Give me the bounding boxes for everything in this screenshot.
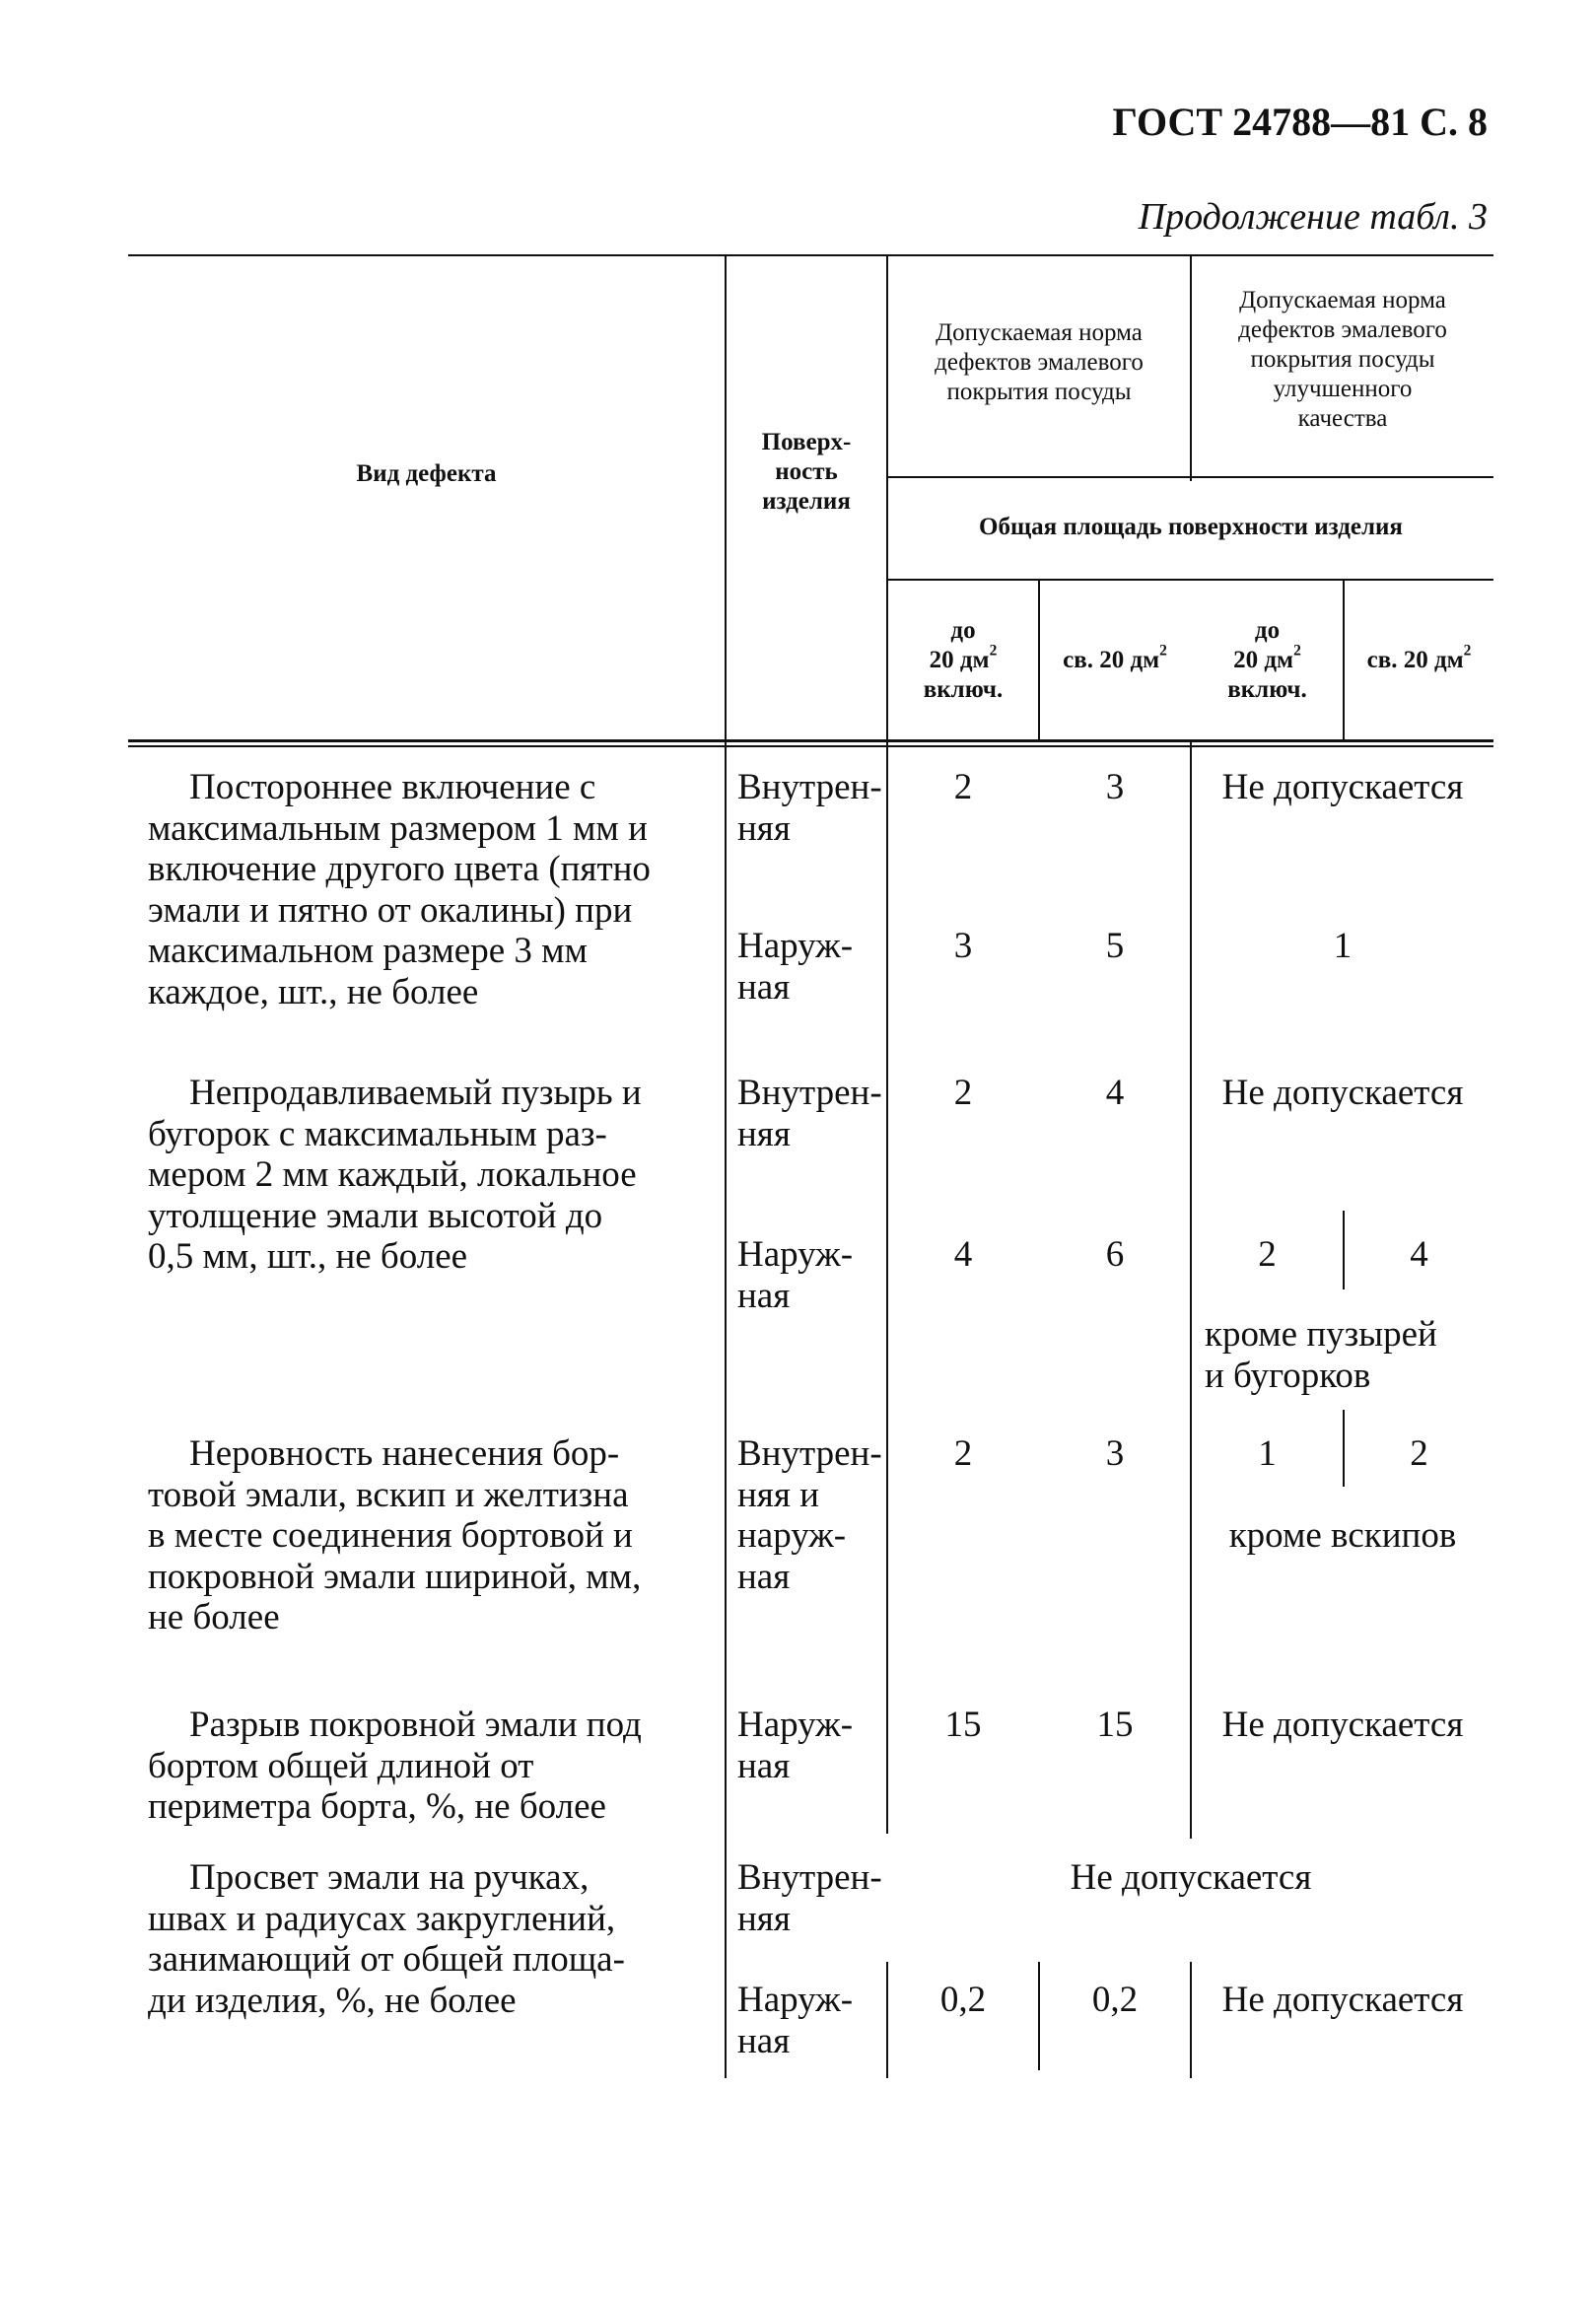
table-continuation-label: Продолжение табл. 3 bbox=[1138, 196, 1488, 238]
row4-surface: Наруж- ная bbox=[737, 1705, 854, 1786]
row2-outer-over20: 6 bbox=[1105, 1234, 1125, 1275]
row3-improved-over20: 2 bbox=[1410, 1433, 1428, 1474]
row2-outer-improved-over20: 4 bbox=[1410, 1234, 1428, 1275]
col-rule-1 bbox=[725, 254, 727, 2078]
subheader-upto-20-standard: до 20 $дм^2$ включ. bbox=[923, 617, 1004, 703]
header-defect-type: Вид дефекта bbox=[356, 460, 497, 487]
area-rule bbox=[887, 579, 1493, 581]
row2-inner-improved: Не допускается bbox=[1221, 1073, 1464, 1113]
row5-outer-improved: Не допускается bbox=[1221, 1980, 1464, 2020]
row5-outer-surface: Наруж- ная bbox=[737, 1980, 854, 2061]
document-title: ГОСТ 24788—81 С. 8 bbox=[1112, 100, 1488, 144]
subheader-over-20-improved: св. 20 $дм^2$ bbox=[1366, 642, 1472, 673]
row2-defect: Непродавливаемый пузырь и бугорок с максимальным раз- мером 2 мм каждый, локальное утолщение эмали высотой до 0,5 мм, шт., не более bbox=[148, 1073, 642, 1277]
row1-outer-upto20: 3 bbox=[953, 926, 973, 966]
row3-over20: 3 bbox=[1105, 1433, 1125, 1474]
row2-inner-upto20: 2 bbox=[953, 1073, 973, 1113]
header-improved-norm: Допускаемая норма дефектов эмалевого покрытия посуды улучшенного качества bbox=[1238, 287, 1447, 432]
row1-inner-improved: Не допускается bbox=[1221, 767, 1464, 807]
row2-outer-upto20: 4 bbox=[953, 1234, 973, 1275]
row1-inner-upto20: 2 bbox=[953, 767, 973, 807]
row1-defect: Постороннее включение с максимальным размером 1 мм и включение другого цвета (пятно эмали и пятно от окалины) при максимальном размере 3 мм каждое, шт., не более bbox=[148, 767, 651, 1012]
row3-defect: Неровность нанесения бор- товой эмали, вскип и желтизна в месте соединения бортовой и покровной эмали шириной, мм, не более bbox=[148, 1433, 642, 1637]
row2-note: кроме пузырей и бугорков bbox=[1205, 1314, 1437, 1396]
row3-note: кроме вскипов bbox=[1228, 1515, 1457, 1556]
row1-outer-over20: 5 bbox=[1105, 926, 1125, 966]
row2-outer-improved-upto20: 2 bbox=[1258, 1234, 1277, 1275]
header-total-area: Общая площадь поверхности изделия bbox=[979, 514, 1403, 540]
row5-outer-over20: 0,2 bbox=[1091, 1980, 1139, 2020]
table-header-bottom-rule bbox=[128, 739, 1493, 742]
col-rule-2 bbox=[886, 254, 888, 1834]
row2-inner-surface: Внутрен- няя bbox=[737, 1073, 882, 1154]
row3-surface: Внутрен- няя и наруж- ная bbox=[737, 1433, 882, 1597]
row3-improved-upto20: 1 bbox=[1258, 1433, 1277, 1474]
header-standard-norm: Допускаемая норма дефектов эмалевого покрытия посуды bbox=[935, 319, 1144, 405]
header-surface: Поверх- ность изделия bbox=[761, 429, 852, 515]
row5-inner-surface: Внутрен- няя bbox=[737, 1857, 882, 1939]
row2-inner-over20: 4 bbox=[1105, 1073, 1125, 1113]
row5-outer-upto20: 0,2 bbox=[939, 1980, 987, 2020]
row1-inner-surface: Внутрен- няя bbox=[737, 767, 882, 849]
row4-over20: 15 bbox=[1096, 1705, 1134, 1745]
row5-defect: Просвет эмали на ручках, швах и радиусах закруглений, занимающий от общей площа- ди изделия, %, не более bbox=[148, 1857, 625, 2021]
row3-upto20: 2 bbox=[953, 1433, 973, 1474]
row4-improved: Не допускается bbox=[1221, 1705, 1464, 1745]
table-header-bottom-rule-2 bbox=[128, 745, 1493, 747]
row2-outer-surface: Наруж- ная bbox=[737, 1234, 854, 1316]
table-top-rule bbox=[128, 254, 1493, 256]
row1-outer-surface: Наруж- ная bbox=[737, 926, 854, 1008]
subheader-over-20-standard: св. 20 $дм^2$ bbox=[1063, 642, 1167, 673]
row4-defect: Разрыв покровной эмали под бортом общей длиной от периметра борта, %, не более bbox=[148, 1705, 642, 1827]
row4-upto20: 15 bbox=[944, 1705, 982, 1745]
row1-outer-improved: 1 bbox=[1333, 926, 1353, 966]
row1-inner-over20: 3 bbox=[1105, 767, 1125, 807]
row5-inner-all: Не допускается bbox=[1070, 1857, 1312, 1898]
subheader-upto-20-improved: до 20 $дм^2$ включ. bbox=[1227, 617, 1307, 703]
col-rule-4 bbox=[1190, 742, 1192, 1839]
